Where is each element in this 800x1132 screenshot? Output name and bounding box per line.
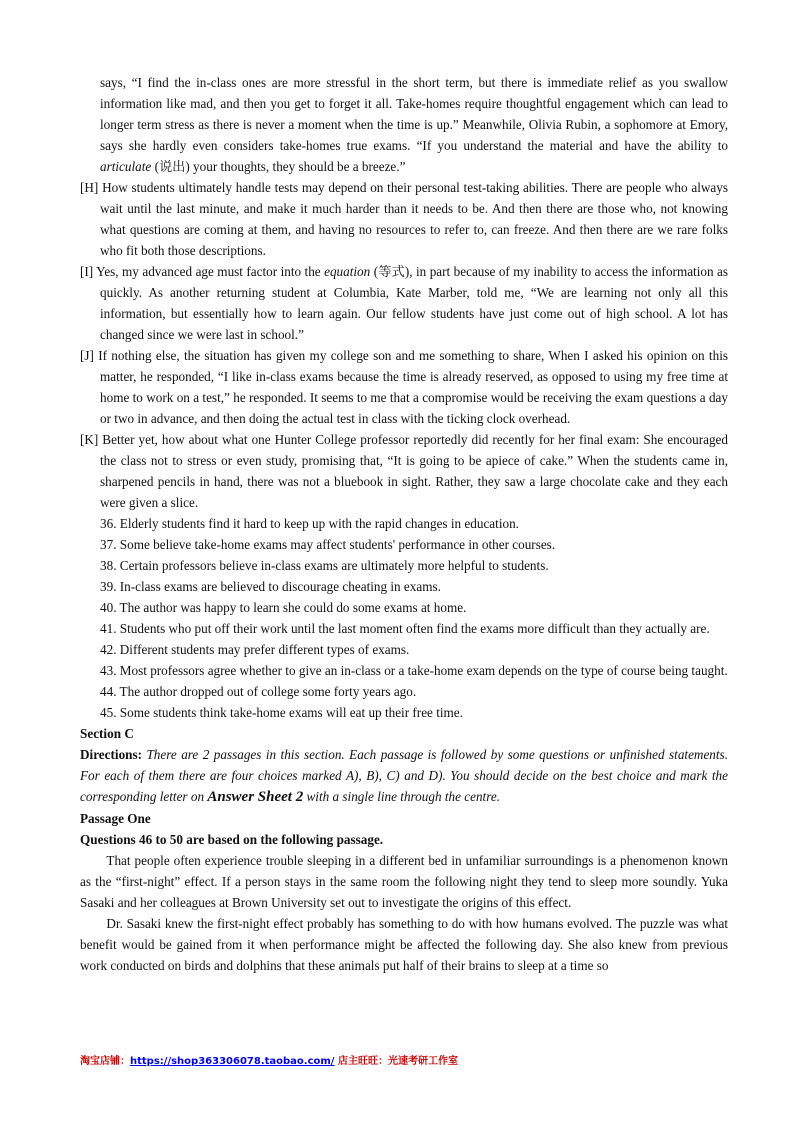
statement-item: 44. The author dropped out of college some forty years ago. (100, 684, 417, 699)
paragraph-text: says, “I find the in-class ones are more stressful in the short term, but there is immediate relief as you swallow information like mad, and then you get to forget it all. Take-homes require thoughtful engagement which can lead to longer term stress as there is never a moment when the time is up.” Meanwhile, Olivia Rubin, a sophomore at Emory, says she hardly even considers take-homes true exams. “If you understand the material and have the ability to (100, 75, 728, 153)
directions (80, 744, 728, 808)
paragraph-text: (说出) your thoughts, they should be a breeze.” (151, 159, 406, 174)
paragraph-text: [I] Yes, my advanced age must factor into the (80, 264, 325, 279)
footer-label: 淘宝店铺： (80, 1056, 130, 1067)
footer-owner: 店主旺旺：光速考研工作室 (334, 1056, 458, 1067)
passage-paragraph: That people often experience trouble sleeping in a different bed in unfamiliar surroundings is a phenomenon known as the “first-night” effect. If a person stays in the same room the following night they tend to sleep more soundly. Yuka Sasaki and her colleagues at Brown University set out to investigate the origins of this effect. (80, 853, 728, 910)
directions-text: with a single line through the centre. (303, 789, 501, 804)
statement-item: 37. Some believe take-home exams may affect students' performance in other courses. (100, 537, 556, 552)
paragraph-j: [J] If nothing else, the situation has given my college son and me something to share, When I asked his opinion on this matter, he responded, “I like in-class exams because the time is already reserved, as opposed to using my free time at home to work on a test,” he responded. It seems to me that a compromise would be receiving the exam questions a day or two in advance, and then doing the actual test in class with the ticking clock overhead. (80, 348, 728, 426)
directions-label: Directions: (80, 747, 143, 762)
footer-shop-info (80, 1052, 458, 1067)
statement-item: 43. Most professors agree whether to give an in-class or a take-home exam depends on the type of course being taught. (100, 663, 728, 678)
statement-item: 39. In-class exams are believed to discourage cheating in exams. (100, 579, 441, 594)
paragraph-g-continued (80, 72, 728, 177)
shop-link[interactable]: https://shop363306078.taobao.com/ (130, 1056, 335, 1067)
statement-item: 36. Elderly students find it hard to keep up with the rapid changes in education. (100, 516, 519, 531)
passage-heading: Passage One (80, 811, 151, 826)
statement-item: 42. Different students may prefer different types of exams. (100, 642, 410, 657)
section-heading: Section C (80, 726, 134, 741)
statement-item: 40. The author was happy to learn she could do some exams at home. (100, 600, 467, 615)
answer-sheet-label: Answer Sheet 2 (207, 789, 304, 805)
statement-item: 38. Certain professors believe in-class exams are ultimately more helpful to students. (100, 558, 549, 573)
statement-item: 45. Some students think take-home exams will eat up their free time. (100, 705, 463, 720)
paragraph-k: [K] Better yet, how about what one Hunter College professor reportedly did recently for her final exam: She encouraged the class not to stress or even study, promising that, “It is going to be apiece of cake.” When the students came in, sharpened pencils in hand, there was not a bluebook in sight. Rather, they saw a large chocolate cake and they each were given a slice. (80, 432, 728, 510)
paragraph-i (80, 261, 728, 345)
document-body (80, 72, 728, 976)
paragraph-text: (等式), in part because of my inability to access the information as quickly. As another returning student at Columbia, Kate Marber, told me, “We are learning not only all this information, but essentially how to learn again. Our fellow students have just come out of high school. A lot has changed since we were last in school.” (100, 264, 728, 342)
passage-paragraph: Dr. Sasaki knew the first-night effect probably has something to do with how humans evolved. The puzzle was what benefit would be gained from it when performance might be affected the following day. She also knew from previous work conducted on birds and dolphins that these animals put half of their brains to sleep at a time so (80, 916, 728, 973)
questions-header: Questions 46 to 50 are based on the following passage. (80, 832, 384, 847)
italic-term: equation (324, 264, 371, 279)
directions-text: There are 2 passages in this section. Each passage is followed by some questions or unfinished statements. For each of them there are four choices marked A), B), C) and D). You should decide on the best choice and mark the corresponding letter on (80, 747, 728, 804)
statement-list (80, 513, 728, 723)
italic-term: articulate (100, 159, 152, 174)
paragraph-h: [H] How students ultimately handle tests may depend on their personal test-taking abilities. There are people who always wait until the last minute, and make it much harder than it needs to be. And then there are those who, not knowing what questions are coming at them, and having no resources to refer to, can freeze. And then there are we rare folks who fit both those descriptions. (80, 180, 728, 258)
statement-item: 41. Students who put off their work until the last moment often find the exams more difficult than they actually are. (100, 621, 710, 636)
